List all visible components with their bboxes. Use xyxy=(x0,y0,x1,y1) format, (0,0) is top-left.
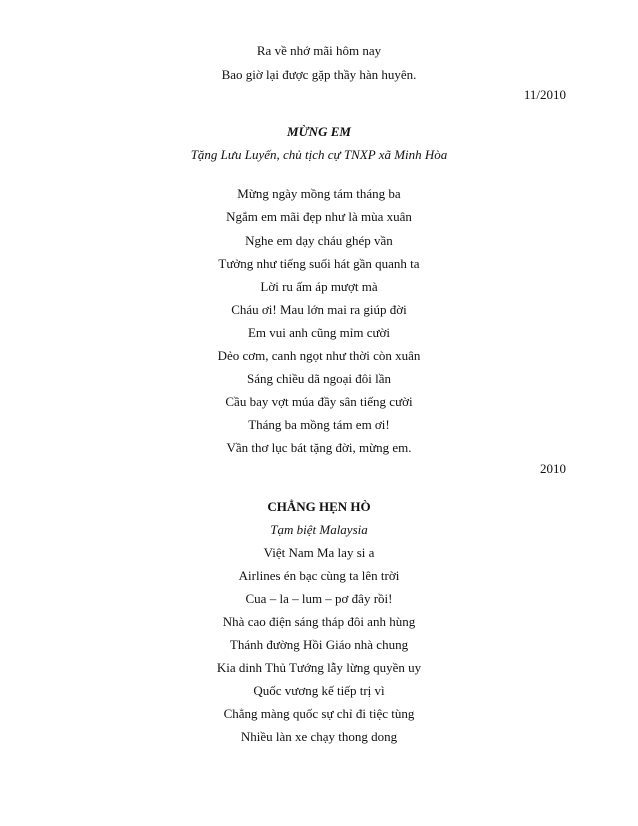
poem-line: Nhà cao điện sáng tháp đôi anh hùng xyxy=(222,614,416,629)
poem-line: Em vui anh cũng mỉm cười xyxy=(247,325,391,340)
poem-line: Quốc vương kế tiếp trị vì xyxy=(253,683,385,698)
poem-line: Cua – la – lum – pơ đây rồi! xyxy=(245,591,393,606)
poem-line: Thánh đường Hồi Giáo nhà chung xyxy=(229,637,409,652)
poem-line: Cháu ơi! Mau lớn mai ra giúp đời xyxy=(231,302,407,317)
poem-line: Vần thơ lục bát tặng đời, mừng em. xyxy=(226,440,412,455)
poem-line: Cầu bay vợt múa đầy sân tiếng cười xyxy=(225,394,413,409)
poem-title: CHẲNG HẸN HÒ xyxy=(267,499,371,514)
poem-line: Tưởng như tiếng suối hát gần quanh ta xyxy=(218,256,420,271)
poem-date: 2010 xyxy=(540,461,566,476)
poem-line: Mừng ngày mồng tám tháng ba xyxy=(237,186,401,201)
poem-line: Kia dinh Thủ Tướng lẫy lừng quyền uy xyxy=(216,660,422,675)
poem-subtitle: Tạm biệt Malaysia xyxy=(270,522,368,537)
poem-line: Tháng ba mồng tám em ơi! xyxy=(248,417,390,432)
poem-title: MỪNG EM xyxy=(287,124,351,139)
poem-line: Ngắm em mãi đẹp như là mùa xuân xyxy=(226,209,412,224)
poem-line: Ra về nhớ mãi hôm nay xyxy=(256,43,382,58)
poem-line: Nghe em dạy cháu ghép vần xyxy=(245,233,393,248)
poem-line: Chẳng màng quốc sự chỉ đi tiệc tùng xyxy=(223,706,415,721)
poem-date: 11/2010 xyxy=(523,87,566,102)
poem-line: Lời ru ấm áp mượt mà xyxy=(260,279,378,294)
poem-line: Airlines én bạc cùng ta lên trời xyxy=(238,568,400,583)
poem-line: Sáng chiều dã ngoại đôi lần xyxy=(246,371,392,386)
poem-line: Dẻo cơm, canh ngọt như thời còn xuân xyxy=(217,348,421,363)
poem-line: Bao giờ lại được gặp thầy hàn huyên. xyxy=(221,67,417,82)
poem-dedication: Tặng Lưu Luyến, chủ tịch cự TNXP xã Minh Hòa xyxy=(190,147,448,162)
poem-line: Nhiều làn xe chạy thong dong xyxy=(240,729,398,744)
poem-line: Việt Nam Ma lay si a xyxy=(263,545,375,560)
